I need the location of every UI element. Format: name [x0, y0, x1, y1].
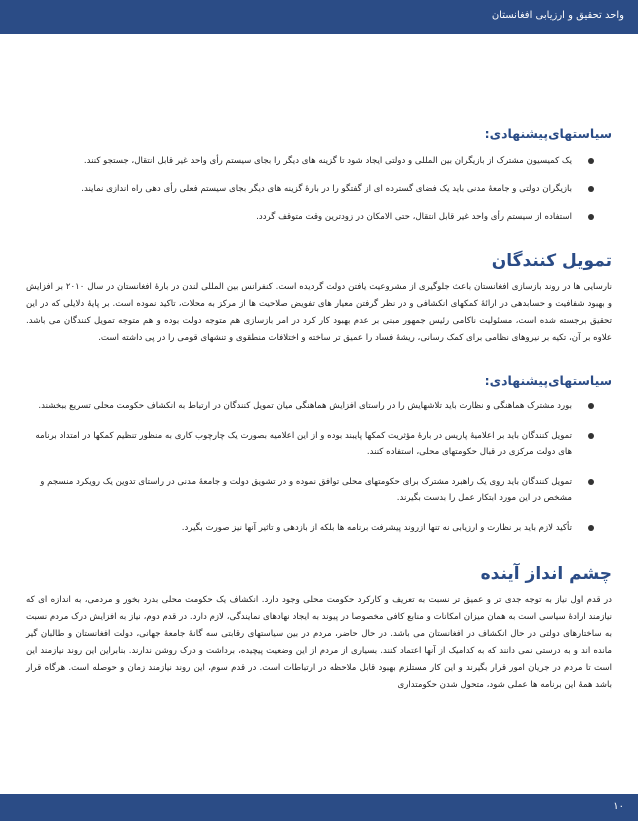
list-item: تأکید لازم باید بر نظارت و ارزیابی نه تنها ازروند پیشرفت برنامه ها بلکه از بازدهی و تاثیر آنها نیز صورت بگیرد. — [26, 520, 612, 536]
header-bar — [0, 0, 638, 34]
section-heading-recommendations-2: سیاستهای‌پیشنهادی: — [484, 373, 612, 388]
list-item: تمویل کنندگان باید روی یک راهبرد مشترک برای حکومتهای محلی توافق نموده و در تشویق دولت و جامعهٔ مدنی در راستای تدوین یک رویکرد منسجم و مشخص در این مورد ابتکار عمل را بدست بگیرند. — [26, 474, 612, 506]
list-item: تمویل کنندگان باید بر اعلامیهٔ پاریس در بارهٔ مؤثریت کمکها پایبند بوده و از این اعلامیه بصورت یک چارچوب کاری به منظور تنظیم کمکها در امتداد برنامه های دولت مرکزی در قبال حکومتهای محلی، استفاده کنند. — [26, 428, 612, 460]
list-item: یک کمیسیون مشترک از بازیگران بین المللی و دولتی ایجاد شود تا گزینه های دیگر را بجای سیستم رأی واحد غیر قابل انتقال، جستجو کنند. — [26, 153, 612, 169]
list-item: بورد مشترک هماهنگی و نظارت باید تلاشهایش را در راستای افزایش هماهنگی میان تمویل کنندگان در ارتباط به انکشاف حکومت محلی تسریع ببخشند. — [26, 398, 612, 414]
recommendations-list-1 — [26, 153, 612, 225]
section-heading-recommendations-1: سیاستهای‌پیشنهادی: — [484, 126, 612, 141]
recommendations-list-2 — [26, 398, 612, 536]
page-content — [26, 118, 612, 694]
page-number: ۱۰ — [613, 801, 624, 812]
list-item: استفاده از سیستم رأی واحد غیر قابل انتقال، حتی الامکان در زودترین وقت متوقف گردد. — [26, 209, 612, 225]
list-item: بازیگران دولتی و جامعهٔ مدنی باید یک فضای گسترده ای از گفتگو را در بارهٔ گزینه های دیگر بجای سیستم فعلی رأی دهی راه اندازی نمایند. — [26, 181, 612, 197]
section-heading-donors: تمویل کنندگان — [491, 251, 612, 271]
donors-paragraph: نارسایی ها در روند بازسازی افغانستان باعث جلوگیری از مشروعیت یافتن دولت گردیده است. کنفرانس بین المللی لندن در بارهٔ افغانستان در سال ۲۰۱۰ بر افزایش و بهبود شفافیت و حسابدهی در ارائهٔ کمکهای انکشافی و در نظر گرفتن معیار های تفویض صلاحیت ها از مرکز به محلات، تاکید نموده است. بر پایهٔ دلایلی که در این تحقیق برجسته شده است، مسئولیت ناکامی رئیس جمهور مبنی بر عدم بهبود کار کرد در امر بازسازی هم متوجه دولت بوده و هم متوجه تمویل کنندگان می باشد. علاوه بر آن، تکیه بر نیروهای نظامی برای کمک رسانی، ریشهٔ فساد را عمیق تر ساخته و اختلافات منطقوی و تنشهای قومی را در پی داشته است. — [26, 282, 612, 343]
section-heading-outlook: چشم انداز آینده — [480, 564, 612, 584]
organization-name: واحد تحقیق و ارزیابی افغانستان — [491, 10, 624, 21]
footer-bar — [0, 794, 638, 821]
outlook-paragraph: در قدم اول نیاز به توجه جدی تر و عمیق تر نسبت به تعریف و کارکرد حکومت محلی وجود دارد. انکشاف یک حکومت محلی بدرد بخور و مردمی، به اندازه ای که نیازمند ارادهٔ سیاسی است به همان میزان امکانات و منابع کافی مخصوصا در پیوند به ایجاد نهادهای نمایندگی، لازم دارد. در قدم دوم، نیاز به افزایش درک مردم نسبت به ساختارهای دولتی در حال انکشاف در افغانستان می باشد. در حال حاضر، مردم در بین سیاستهای رقابتی سه گانهٔ جامعهٔ جهانی، دولت افغانستان و طالبان گیر مانده اند و به درستی نمی دانند که به کدامیک از آنها اعتماد کنند. بسیاری از مردم از این وضعیت پیچیده، برداشت و درک روشن ندارند. بنابراین این روند نیازمند این است تا مردم در جریان امور قرار بگیرند و این کار مستلزم بهبود قابل ملاحظه در ارتباطات است. در قدم سوم، این روند نیازمند زمان و حوصله است. هرگاه قرار باشد همهٔ این برنامه ها عملی شود، متحول شدن حکومتداری — [26, 595, 612, 690]
